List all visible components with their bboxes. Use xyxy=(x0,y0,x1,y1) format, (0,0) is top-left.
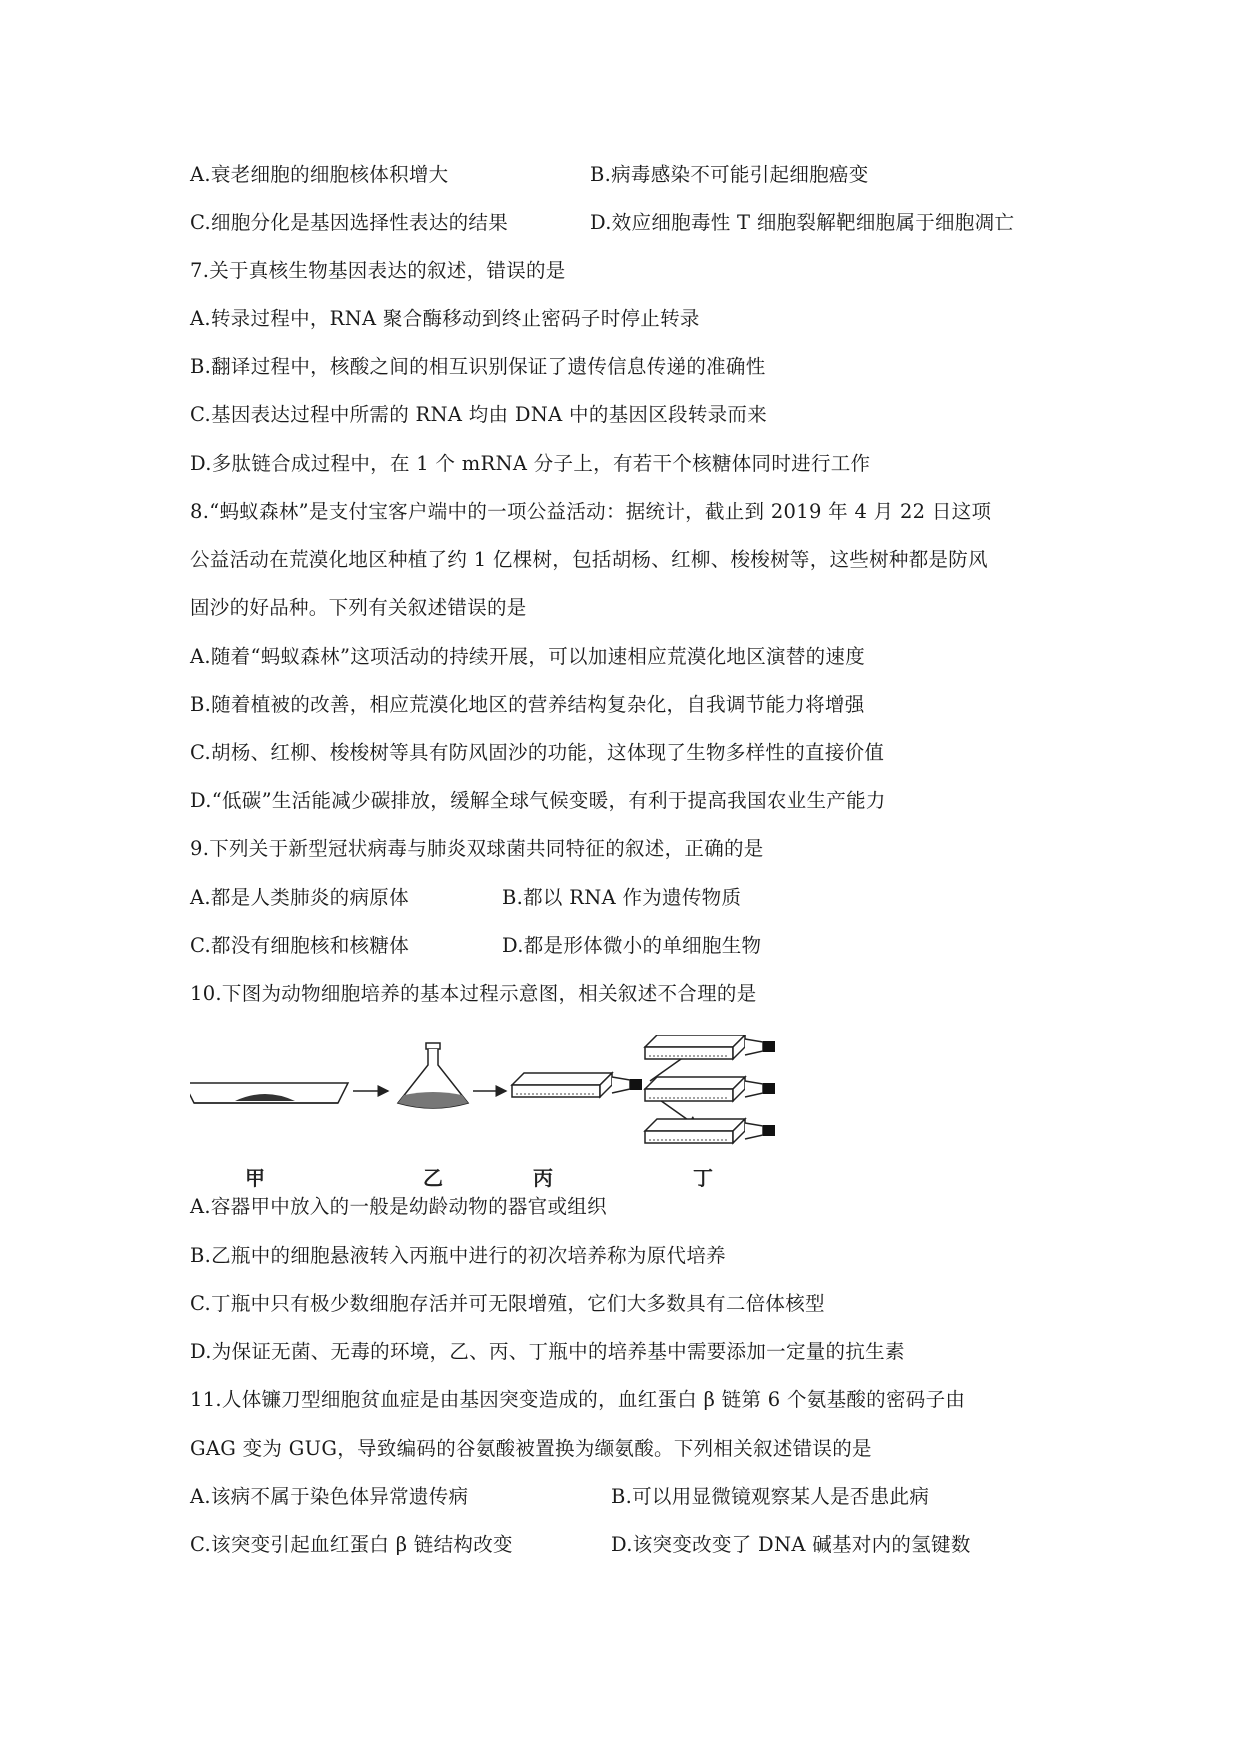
label-yi: 乙 xyxy=(423,1166,443,1190)
q11-option-d: D.该突变改变了 DNA 碱基对内的氢键数 xyxy=(611,1533,971,1556)
dish-jia xyxy=(190,1083,348,1103)
q10-option-c: C.丁瓶中只有极少数细胞存活并可无限增殖，它们大多数具有二倍体核型 xyxy=(190,1292,825,1315)
cell-culture-diagram xyxy=(190,1035,790,1160)
q7-option-c: C.基因表达过程中所需的 RNA 均由 DNA 中的基因区段转录而来 xyxy=(190,403,768,426)
q8-stem-line3: 固沙的好品种。下列有关叙述错误的是 xyxy=(190,596,527,619)
q8-option-b: B.随着植被的改善，相应荒漠化地区的营养结构复杂化，自我调节能力将增强 xyxy=(190,693,865,716)
q11-options-row2 xyxy=(190,1530,971,1560)
label-jia: 甲 xyxy=(245,1166,265,1190)
flask-ding-3 xyxy=(645,1119,775,1143)
q7-option-b: B.翻译过程中，核酸之间的相互识别保证了遗传信息传递的准确性 xyxy=(190,355,766,378)
q11-option-a: A.该病不属于染色体异常遗传病 xyxy=(190,1485,469,1508)
q10-option-d: D.为保证无菌、无毒的环境，乙、丙、丁瓶中的培养基中需要添加一定量的抗生素 xyxy=(190,1340,905,1363)
q6-options-row2 xyxy=(190,208,1015,238)
q9-options-row2 xyxy=(190,931,762,961)
q9-stem: 9.下列关于新型冠状病毒与肺炎双球菌共同特征的叙述，正确的是 xyxy=(190,837,764,860)
q11-stem-line2: GAG 变为 GUG，导致编码的谷氨酸被置换为缬氨酸。下列相关叙述错误的是 xyxy=(190,1437,872,1460)
label-bing: 丙 xyxy=(533,1166,553,1190)
flask-ding-2 xyxy=(645,1077,775,1101)
q11-options-row1 xyxy=(190,1482,930,1512)
q10-stem: 10.下图为动物细胞培养的基本过程示意图，相关叙述不合理的是 xyxy=(190,982,757,1005)
q10-option-a: A.容器甲中放入的一般是幼龄动物的器官或组织 xyxy=(190,1195,607,1218)
q8-option-c: C.胡杨、红柳、梭梭树等具有防风固沙的功能，这体现了生物多样性的直接价值 xyxy=(190,741,885,764)
q8-stem-line2: 公益活动在荒漠化地区种植了约 1 亿棵树，包括胡杨、红柳、梭梭树等，这些树种都是防风 xyxy=(190,548,988,571)
q10-option-b: B.乙瓶中的细胞悬液转入丙瓶中进行的初次培养称为原代培养 xyxy=(190,1244,726,1267)
q9-option-b: B.都以 RNA 作为遗传物质 xyxy=(502,886,742,909)
q6-option-b: B.病毒感染不可能引起细胞癌变 xyxy=(590,163,869,186)
q6-option-a: A.衰老细胞的细胞核体积增大 xyxy=(190,163,449,186)
q8-option-a: A.随着“蚂蚁森林”这项活动的持续开展，可以加速相应荒漠化地区演替的速度 xyxy=(190,645,866,668)
label-ding: 丁 xyxy=(693,1166,713,1190)
q9-option-d: D.都是形体微小的单细胞生物 xyxy=(502,934,762,957)
q6-option-d: D.效应细胞毒性 T 细胞裂解靶细胞属于细胞凋亡 xyxy=(590,211,1015,234)
q11-option-b: B.可以用显微镜观察某人是否患此病 xyxy=(611,1485,930,1508)
q6-option-c: C.细胞分化是基因选择性表达的结果 xyxy=(190,211,509,234)
q11-stem-line1: 11.人体镰刀型细胞贫血症是由基因突变造成的，血红蛋白 β 链第 6 个氨基酸的密码子由 xyxy=(190,1388,966,1411)
q9-option-c: C.都没有细胞核和核糖体 xyxy=(190,934,410,957)
flask-ding-1 xyxy=(645,1035,775,1059)
q9-options-row1 xyxy=(190,883,742,913)
flask-yi xyxy=(398,1043,468,1108)
q8-stem-line1: 8.“蚂蚁森林”是支付宝客户端中的一项公益活动：据统计，截止到 2019 年 4 月 22 日这项 xyxy=(190,500,992,523)
q6-options-row1 xyxy=(190,160,869,190)
q11-option-c: C.该突变引起血红蛋白 β 链结构改变 xyxy=(190,1533,513,1556)
q9-option-a: A.都是人类肺炎的病原体 xyxy=(190,886,409,909)
q7-option-d: D.多肽链合成过程中，在 1 个 mRNA 分子上，有若干个核糖体同时进行工作 xyxy=(190,452,871,475)
q8-option-d: D.“低碳”生活能减少碳排放，缓解全球气候变暖，有利于提高我国农业生产能力 xyxy=(190,789,886,812)
q7-stem: 7.关于真核生物基因表达的叙述，错误的是 xyxy=(190,259,566,282)
q7-option-a: A.转录过程中，RNA 聚合酶移动到终止密码子时停止转录 xyxy=(190,307,700,330)
flask-bing xyxy=(512,1073,642,1097)
